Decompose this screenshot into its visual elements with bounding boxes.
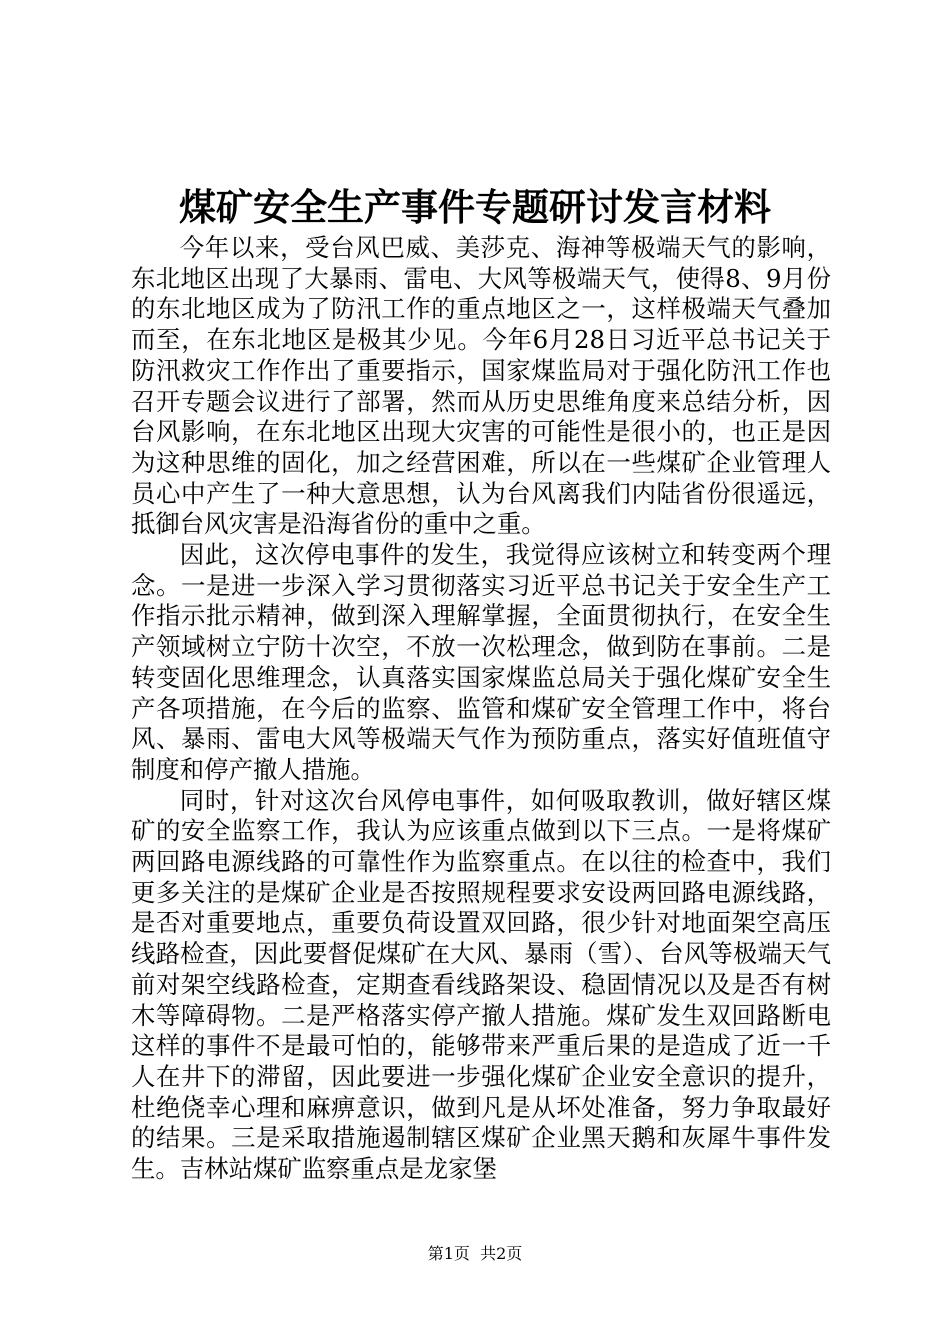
page-total: 共2页 [480,1244,523,1263]
paragraph: 同时，针对这次台风停电事件，如何吸取教训，做好辖区煤矿的安全监察工作，我认为应该重点做到以下三点。一是将煤矿两回路电源线路的可靠性作为监察重点。在以往的检查中，我们更多关注的是煤矿企业是否按照规程要求安设两回路电源线路，是否对重要地点，重要负荷设置双回路，很少针对地面架空高压线路检查，因此要督促煤矿在大风、暴雨（雪）、台风等极端天气前对架空线路检查，定期查看线路架设、稳固情况以及是否有树木等障碍物。二是严格落实停产撤人措施。煤矿发生双回路断电这样的事件不是最可怕的，能够带来严重后果的是造成了近一千人在井下的滞留，因此要进一步强化煤矿企业安全意识的提升，杜绝侥幸心理和麻痹意识，做到凡是从坏处准备，努力争取最好的结果。三是采取措施遏制辖区煤矿企业黑天鹅和灰犀牛事件发生。吉林站煤矿监察重点是龙家堡 [131,785,831,1184]
page-number: 第1页 [427,1244,470,1263]
paragraph: 因此，这次停电事件的发生，我觉得应该树立和转变两个理念。一是进一步深入学习贯彻落实习近平总书记关于安全生产工作指示批示精神，做到深入理解掌握，全面贯彻执行，在安全生产领域树立宁防十次空，不放一次松理念，做到防在事前。二是转变固化思维理念，认真落实国家煤监总局关于强化煤矿安全生产各项措施，在今后的监察、监管和煤矿安全管理工作中，将台风、暴雨、雷电大风等极端天气作为预防重点，落实好值班值守制度和停产撤人措施。 [131,540,831,784]
paragraph: 今年以来，受台风巴威、美莎克、海神等极端天气的影响，东北地区出现了大暴雨、雷电、大风等极端天气，使得8、9月份的东北地区成为了防汛工作的重点地区之一，这样极端天气叠加而至，在东北地区是极其少见。今年6月28日习近平总书记关于防汛救灾工作作出了重要指示，国家煤监局对于强化防汛工作也召开专题会议进行了部署，然而从历史思维角度来总结分析，因台风影响，在东北地区出现大灾害的可能性是很小的，也正是因为这种思维的固化，加之经营困难，所以在一些煤矿企业管理人员心中产生了一种大意思想，认为台风离我们内陆省份很遥远，抵御台风灾害是沿海省份的重中之重。 [131,233,831,539]
page-footer [0,1244,950,1264]
document-body [131,233,831,1185]
document-title: 煤矿安全生产事件专题研讨发言材料 [179,185,771,229]
